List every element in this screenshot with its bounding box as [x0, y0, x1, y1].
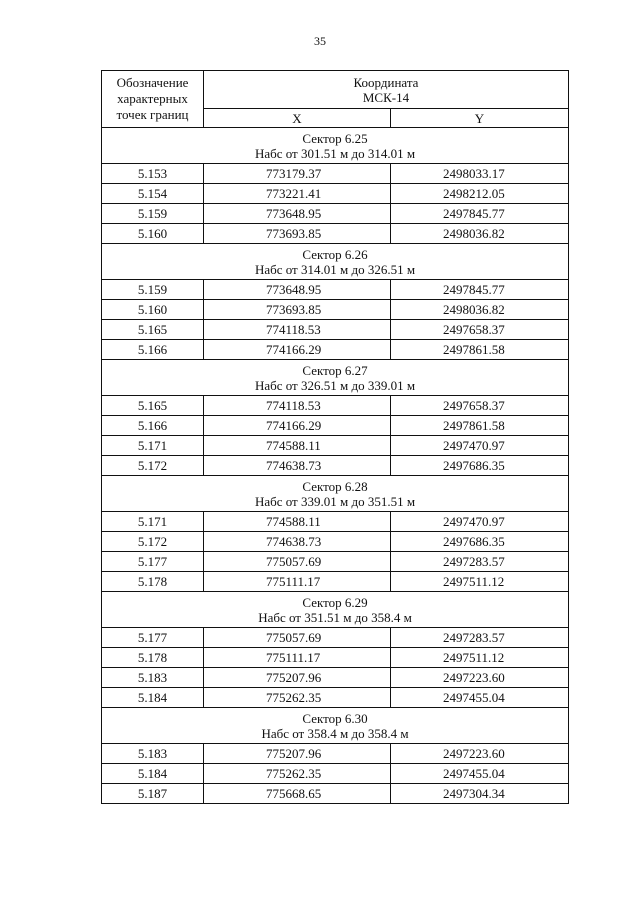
sector-range: Набс от 301.51 м до 314.01 м [254, 145, 416, 161]
point-cell: 5.172 [102, 456, 204, 476]
table-row [102, 396, 569, 416]
table-row [102, 204, 569, 224]
point-cell: 5.159 [102, 204, 204, 224]
sector-range: Набс от 326.51 м до 339.01 м [254, 377, 416, 393]
point-cell: 5.177 [102, 628, 204, 648]
y-coordinate-cell: 2497511.12 [391, 572, 569, 592]
y-axis-header: Y [391, 109, 569, 128]
x-coordinate-cell: 775668.65 [204, 784, 391, 804]
y-coordinate-cell: 2497283.57 [391, 552, 569, 572]
x-coordinate-cell: 774588.11 [204, 512, 391, 532]
x-coordinate-cell: 774638.73 [204, 456, 391, 476]
y-coordinate-cell: 2498033.17 [391, 164, 569, 184]
x-axis-header: X [204, 109, 391, 128]
x-coordinate-cell: 774588.11 [204, 436, 391, 456]
table-row [102, 552, 569, 572]
sector-header [102, 128, 569, 164]
point-cell: 5.159 [102, 280, 204, 300]
sector-header [102, 708, 569, 744]
x-coordinate-cell: 775207.96 [204, 668, 391, 688]
sector-header [102, 476, 569, 512]
x-coordinate-cell: 775262.35 [204, 688, 391, 708]
designation-header [102, 71, 204, 128]
sector-row [102, 476, 569, 512]
point-cell: 5.178 [102, 648, 204, 668]
table-row [102, 784, 569, 804]
sector-title: Сектор 6.29 [302, 594, 368, 610]
designation-line: Обозначение [116, 75, 189, 90]
header-row [102, 71, 569, 109]
y-coordinate-cell: 2497511.12 [391, 648, 569, 668]
point-cell: 5.183 [102, 668, 204, 688]
table-row [102, 320, 569, 340]
x-coordinate-cell: 775057.69 [204, 552, 391, 572]
y-coordinate-cell: 2497304.34 [391, 784, 569, 804]
sector-header [102, 360, 569, 396]
y-coordinate-cell: 2497845.77 [391, 204, 569, 224]
x-coordinate-cell: 773648.95 [204, 204, 391, 224]
x-coordinate-cell: 774166.29 [204, 340, 391, 360]
point-cell: 5.183 [102, 744, 204, 764]
x-coordinate-cell: 773693.85 [204, 224, 391, 244]
x-coordinate-cell: 773648.95 [204, 280, 391, 300]
x-coordinate-cell: 774118.53 [204, 396, 391, 416]
coordinate-line: Координата [353, 74, 419, 90]
table-row [102, 572, 569, 592]
y-coordinate-cell: 2497470.97 [391, 512, 569, 532]
sector-title: Сектор 6.28 [302, 478, 368, 494]
point-cell: 5.165 [102, 396, 204, 416]
y-coordinate-cell: 2497861.58 [391, 416, 569, 436]
sector-header [102, 244, 569, 280]
point-cell: 5.166 [102, 416, 204, 436]
sector-range: Набс от 358.4 м до 358.4 м [261, 725, 409, 741]
point-cell: 5.178 [102, 572, 204, 592]
y-coordinate-cell: 2497658.37 [391, 320, 569, 340]
designation-line: характерных [117, 91, 188, 106]
page-number: 35 [314, 34, 326, 48]
table-row [102, 436, 569, 456]
table-row [102, 340, 569, 360]
x-coordinate-cell: 773221.41 [204, 184, 391, 204]
y-coordinate-cell: 2497223.60 [391, 668, 569, 688]
x-coordinate-cell: 775207.96 [204, 744, 391, 764]
x-coordinate-cell: 775111.17 [204, 648, 391, 668]
table-row [102, 532, 569, 552]
point-cell: 5.166 [102, 340, 204, 360]
sector-range: Набс от 339.01 м до 351.51 м [254, 493, 416, 509]
table-row [102, 184, 569, 204]
sector-range: Набс от 314.01 м до 326.51 м [254, 261, 416, 277]
table-body [102, 71, 569, 804]
y-coordinate-cell: 2497658.37 [391, 396, 569, 416]
table-row [102, 668, 569, 688]
point-cell: 5.153 [102, 164, 204, 184]
point-cell: 5.165 [102, 320, 204, 340]
x-coordinate-cell: 774118.53 [204, 320, 391, 340]
sector-row [102, 360, 569, 396]
table-row [102, 744, 569, 764]
y-coordinate-cell: 2497223.60 [391, 744, 569, 764]
table-row [102, 280, 569, 300]
y-coordinate-cell: 2497861.58 [391, 340, 569, 360]
point-cell: 5.184 [102, 764, 204, 784]
point-cell: 5.171 [102, 512, 204, 532]
table-row [102, 300, 569, 320]
y-coordinate-cell: 2497455.04 [391, 688, 569, 708]
table-row [102, 512, 569, 532]
y-coordinate-cell: 2498036.82 [391, 224, 569, 244]
y-coordinate-cell: 2497283.57 [391, 628, 569, 648]
sector-title: Сектор 6.30 [302, 710, 368, 726]
x-coordinate-cell: 774638.73 [204, 532, 391, 552]
table-row [102, 416, 569, 436]
point-cell: 5.177 [102, 552, 204, 572]
x-coordinate-cell: 775111.17 [204, 572, 391, 592]
point-cell: 5.187 [102, 784, 204, 804]
y-coordinate-cell: 2497470.97 [391, 436, 569, 456]
point-cell: 5.171 [102, 436, 204, 456]
sector-title: Сектор 6.25 [302, 130, 368, 146]
x-coordinate-cell: 773693.85 [204, 300, 391, 320]
coordinate-header [204, 71, 569, 109]
sector-row [102, 244, 569, 280]
y-coordinate-cell: 2497686.35 [391, 456, 569, 476]
y-coordinate-cell: 2498212.05 [391, 184, 569, 204]
table-row [102, 456, 569, 476]
x-coordinate-cell: 775262.35 [204, 764, 391, 784]
designation-line: точек границ [116, 107, 189, 122]
y-coordinate-cell: 2497845.77 [391, 280, 569, 300]
coordinate-line: МСК-14 [362, 89, 410, 105]
sector-range: Набс от 351.51 м до 358.4 м [258, 609, 412, 625]
point-cell: 5.184 [102, 688, 204, 708]
point-cell: 5.154 [102, 184, 204, 204]
point-cell: 5.160 [102, 224, 204, 244]
point-cell: 5.160 [102, 300, 204, 320]
x-coordinate-cell: 773179.37 [204, 164, 391, 184]
sector-row [102, 128, 569, 164]
x-coordinate-cell: 774166.29 [204, 416, 391, 436]
y-coordinate-cell: 2498036.82 [391, 300, 569, 320]
point-cell: 5.172 [102, 532, 204, 552]
sector-row [102, 592, 569, 628]
coordinates-table [101, 70, 569, 804]
y-coordinate-cell: 2497686.35 [391, 532, 569, 552]
table-row [102, 764, 569, 784]
table-row [102, 628, 569, 648]
y-coordinate-cell: 2497455.04 [391, 764, 569, 784]
sector-header [102, 592, 569, 628]
sector-title: Сектор 6.26 [302, 246, 368, 262]
table-row [102, 648, 569, 668]
sector-row [102, 708, 569, 744]
table-row [102, 164, 569, 184]
sector-title: Сектор 6.27 [302, 362, 368, 378]
table-row [102, 688, 569, 708]
x-coordinate-cell: 775057.69 [204, 628, 391, 648]
table-row [102, 224, 569, 244]
